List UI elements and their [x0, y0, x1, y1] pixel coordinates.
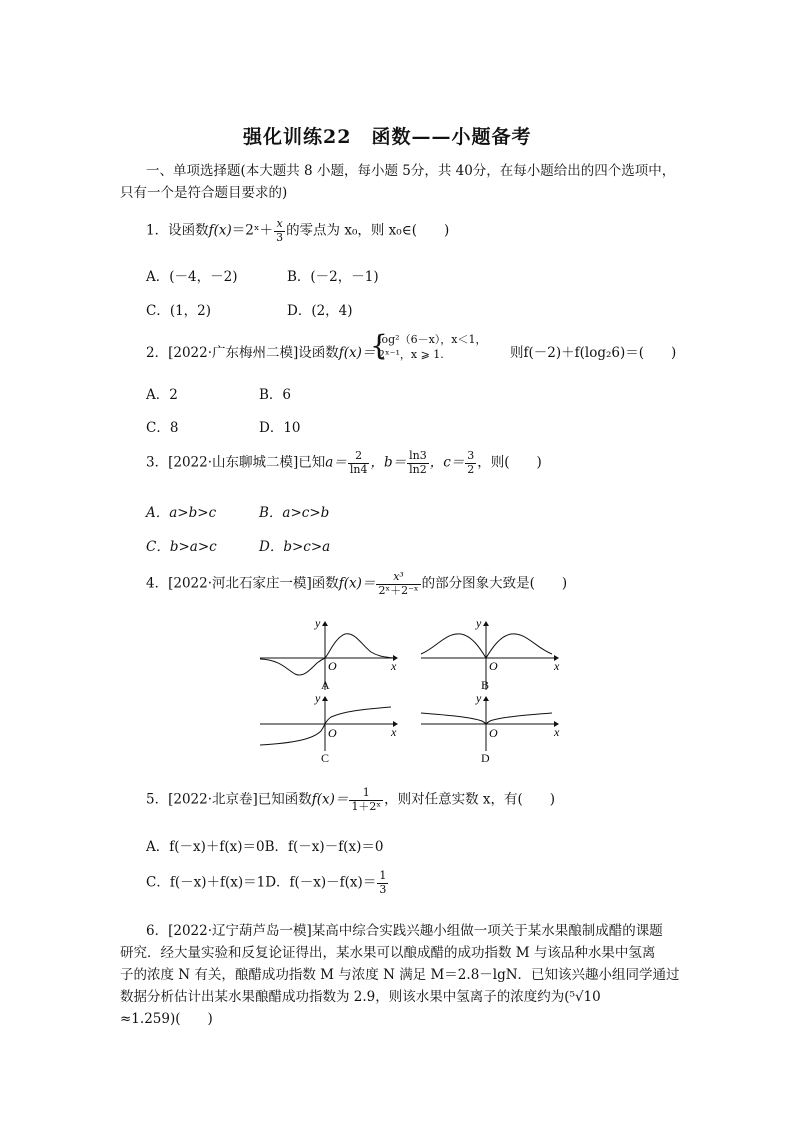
q4-graph-c[interactable]	[255, 693, 405, 753]
q3-a-den: ln4	[349, 462, 368, 476]
q2-option-c[interactable]: C．8	[146, 420, 179, 436]
q5-cd-den: 3	[379, 882, 387, 896]
q1-eq: ＝2ˣ＋	[231, 222, 274, 239]
q3-a: a＝	[325, 454, 347, 471]
q3-c-den: 2	[467, 462, 475, 476]
graph-a-x-label: x	[391, 659, 397, 673]
q1-post: 的零点为 x₀，则 x₀∈( )	[286, 222, 450, 239]
q2-case-1: log²（6－x），x＜1，	[378, 333, 487, 346]
q4-graph-d-label: D	[481, 751, 490, 765]
q4-post: 的部分图象大致是( )	[421, 575, 568, 592]
q6-line-3: 子的浓度 N 有关，酿醋成功指数 M 与浓度 N 满足 M＝2.8－lgN．已知该兴趣小组同学通过	[120, 967, 680, 983]
q4-frac-num: x³	[376, 571, 420, 585]
q3-option-b[interactable]: B．a>c>b	[259, 505, 330, 521]
q6-line-1: 6．[2022·辽宁葫芦岛一模]某高中综合实践兴趣小组做一项关于某水果酿制成醋的课题	[146, 923, 663, 939]
question-4	[146, 571, 567, 597]
section-heading-line1: 一、单项选择题(本大题共 8 小题，每小题 5分，共 40分，在每小题给出的四个选项中，	[146, 163, 676, 179]
q4-graph-b-label: B	[481, 678, 490, 692]
question-3	[146, 450, 542, 476]
q4-graph-c-label: C	[321, 751, 330, 765]
q6-line-5: ≈1.259)( )	[120, 1011, 213, 1027]
q2-option-a[interactable]: A．2	[146, 387, 178, 403]
q4-graph-b[interactable]	[416, 618, 566, 693]
q1-fx: f(x)	[208, 222, 232, 239]
q1-fraction	[274, 218, 285, 244]
q5-pre: 5．[2022·北京卷]已知函数	[146, 791, 312, 808]
q3-post: ，则( )	[477, 454, 542, 471]
q6-line-2: 研究．经大量实验和反复论证得出，某水果可以酿成醋的成功指数 M 与该品种水果中氢离	[120, 945, 656, 961]
question-5	[146, 787, 555, 813]
graph-c-y-label: y	[315, 693, 321, 705]
q5-fraction	[349, 787, 383, 813]
q5-options-ab[interactable]: A．f(－x)＋f(x)＝0B．f(－x)－f(x)＝0	[146, 839, 384, 855]
graph-b-x-label: x	[554, 659, 560, 673]
q1-pre: 1．设函数	[146, 222, 209, 239]
q1-option-c[interactable]: C．(1，2)	[146, 303, 212, 319]
q3-c-num: 3	[467, 449, 475, 462]
graph-d-y-label: y	[476, 693, 482, 705]
q4-graph-a[interactable]	[255, 618, 405, 693]
q5-frac-num: 1	[349, 787, 383, 801]
q5-cd-num: 1	[379, 869, 387, 882]
q1-option-d[interactable]: D．(2，4)	[287, 303, 353, 319]
q5-options-cd[interactable]	[146, 870, 389, 896]
q3-pre: 3．[2022·山东聊城二模]已知	[146, 454, 326, 471]
q4-frac-den: 2ˣ＋2⁻ˣ	[378, 583, 419, 597]
q5-post: ，则对任意实数 x，有( )	[384, 791, 556, 808]
section-heading-line2: 只有一个是符合题目要求的)	[120, 185, 288, 201]
graph-c-x-label: x	[391, 725, 397, 739]
q3-b-num: ln3	[409, 449, 427, 462]
graph-d-y-arrow	[483, 696, 489, 701]
graph-a-y-arrow	[322, 621, 328, 626]
q3-c: ，c＝	[429, 454, 465, 471]
q2-pre-text: 2．[2022·广东梅州二模]设函数	[146, 345, 339, 361]
q3-c-frac	[465, 450, 476, 476]
q2-brace: {	[370, 329, 388, 362]
graph-c-origin: O	[328, 726, 337, 740]
graph-a-curve	[260, 634, 393, 675]
q3-a-num: 2	[348, 450, 370, 464]
q3-option-c[interactable]: C．b>a>c	[146, 539, 217, 555]
graph-a-origin: O	[328, 659, 337, 673]
q3-b: ，b＝	[370, 454, 407, 471]
q5-cd-fraction	[377, 870, 388, 896]
graph-d-origin: O	[489, 726, 498, 740]
graph-d-x-label: x	[554, 725, 560, 739]
graph-b-y-arrow	[483, 621, 489, 626]
graph-b-origin: O	[489, 659, 498, 673]
q2-post: 则f(－2)＋f(log₂6)＝( )	[510, 345, 677, 361]
q2-option-d[interactable]: D．10	[259, 420, 301, 436]
q5-frac-den: 1＋2ˣ	[351, 799, 382, 813]
q2-option-b[interactable]: B．6	[259, 387, 292, 403]
q4-graph-a-label: A	[321, 678, 330, 692]
q5-fx: f(x)＝	[311, 791, 349, 808]
q3-b-den: ln2	[409, 462, 427, 476]
q4-pre: 4．[2022·河北石家庄一模]函数	[146, 575, 339, 592]
q3-a-frac	[348, 450, 370, 476]
q2-pre	[146, 341, 375, 361]
q3-option-a[interactable]: A．a>b>c	[146, 505, 217, 521]
q2-fx: f(x)＝	[338, 345, 376, 361]
q4-fraction	[376, 571, 420, 597]
q1-option-b[interactable]: B．(－2，－1)	[287, 269, 379, 285]
graph-b-y-label: y	[476, 618, 482, 630]
q1-frac-num: x	[274, 218, 285, 232]
q3-option-d[interactable]: D．b>c>a	[259, 539, 331, 555]
page-title: 强化训练22 函数——小题备考	[243, 126, 532, 148]
q6-line-4: 数据分析估计出某水果酿醋成功指数为 2.9，则该水果中氢离子的浓度约为(⁵√10	[120, 989, 601, 1005]
q3-b-frac	[407, 450, 429, 476]
question-1	[146, 218, 449, 244]
q4-graph-d[interactable]	[416, 693, 566, 753]
q1-option-a[interactable]: A．(－4，－2)	[146, 269, 238, 285]
q1-frac-den: 3	[276, 230, 284, 244]
q5-options-cd-text: C．f(－x)＋f(x)＝1D．f(－x)－f(x)＝	[146, 874, 377, 891]
graph-c-y-arrow	[322, 696, 328, 701]
q4-fx: f(x)＝	[338, 575, 376, 592]
q2-case-2: 2ˣ⁻¹，x ⩾ 1.	[378, 348, 444, 361]
graph-a-y-label: y	[315, 618, 321, 630]
